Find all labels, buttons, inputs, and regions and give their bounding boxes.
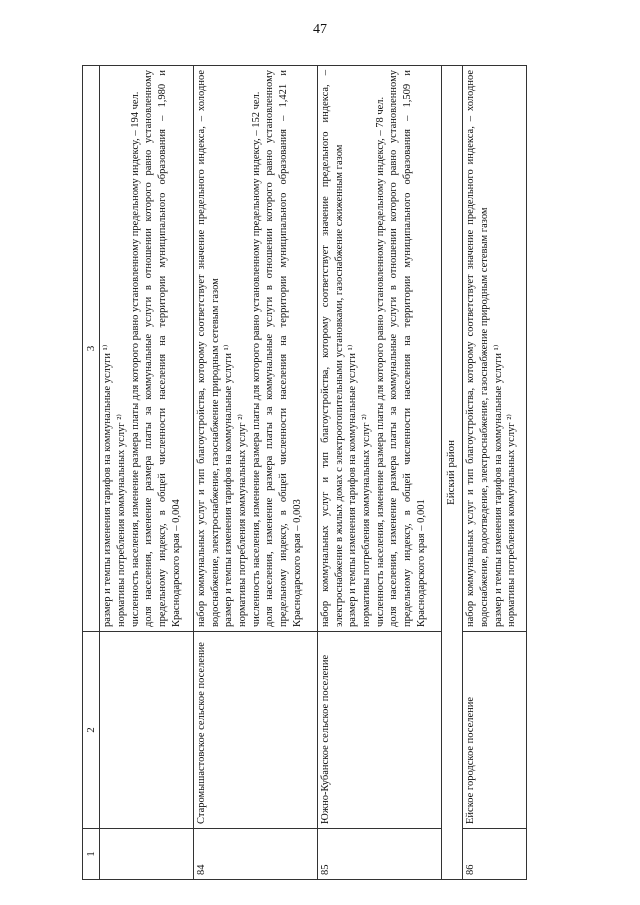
header-col-3: 3 <box>83 66 100 632</box>
data-table <box>82 65 527 880</box>
district-row <box>442 66 463 880</box>
header-col-2: 2 <box>83 632 100 829</box>
table-header-row <box>83 66 100 880</box>
detail-item: численность населения, изменение размера платы для которого равно установленному предельному индексу, – 78 чел. <box>374 96 386 627</box>
settlement-name: Южно-Кубанское сельское поселение <box>318 632 442 829</box>
row-number: 85 <box>318 829 442 880</box>
settlement-name <box>100 632 194 829</box>
detail-item: размер и темпы изменения тарифов на коммунальные услуги ¹⁾ <box>223 344 235 627</box>
detail-item: нормативы потребления коммунальных услуг ²⁾ <box>115 414 127 627</box>
row-details <box>318 66 442 632</box>
row-number <box>100 829 194 880</box>
detail-item: нормативы потребления коммунальных услуг ²⁾ <box>506 414 518 627</box>
detail-item: набор коммунальных услуг и тип благоустройства, которому соответствует значение предельного индекса, – холодное водоснабжение, электроснабжение, газоснабжение природным сетевым газом <box>196 70 221 627</box>
settlement-name: Ейское городское поселение <box>463 632 527 829</box>
detail-item: нормативы потребления коммунальных услуг ²⁾ <box>237 414 249 627</box>
detail-item: численность населения, изменение размера платы для которого равно установленному предельному индексу, – 152 чел. <box>250 91 262 627</box>
detail-item: нормативы потребления коммунальных услуг ²⁾ <box>360 414 372 627</box>
row-details <box>463 66 527 632</box>
detail-item: доля населения, изменение размера платы за коммунальные услуги в отношении которого равно установленному предельному индексу, в общей численности населения на территории муниципального образования – 1,980 и Краснодарского края – 0,004 <box>143 70 182 627</box>
row-number: 84 <box>194 829 318 880</box>
detail-item: доля населения, изменение размера платы за коммунальные услуги в отношении которого равно установленному предельному индексу, в общей численности населения на территории муниципального образования – 1,509 и Краснодарского края – 0,001 <box>388 70 427 627</box>
row-number: 86 <box>463 829 527 880</box>
rotated-table-container <box>82 65 527 880</box>
header-col-1: 1 <box>83 829 100 880</box>
detail-item: набор коммунальных услуг и тип благоустройства, которому соответствует значение предельного индекса, – электроснабжение в жилых домах с электроотопительными установками, газоснабжение сжиженным газом <box>320 70 345 627</box>
settlement-name: Старомышастовское сельское поселение <box>194 632 318 829</box>
row-details <box>194 66 318 632</box>
detail-item: размер и темпы изменения тарифов на коммунальные услуги ¹⁾ <box>102 344 114 627</box>
detail-item: доля населения, изменение размера платы за коммунальные услуги в отношении которого равно установленному предельному индексу, в общей численности населения на территории муниципального образования – 1,421 и Краснодарского края – 0,003 <box>264 70 303 627</box>
detail-item: размер и темпы изменения тарифов на коммунальные услуги ¹⁾ <box>492 344 504 627</box>
page-number: 47 <box>313 22 327 37</box>
detail-item: размер и темпы изменения тарифов на коммунальные услуги ¹⁾ <box>347 344 359 627</box>
detail-item: набор коммунальных услуг и тип благоустройства, которому соответствует значение предельного индекса, – холодное водоснабжение, водоотведение, электроснабжение, газоснабжение природным сетевым газом <box>465 70 490 627</box>
table-row <box>194 66 318 880</box>
row-details <box>100 66 194 632</box>
detail-item: численность населения, изменение размера платы для которого равно установленному предельному индексу, – 194 чел. <box>129 91 141 627</box>
table-row <box>463 66 527 880</box>
table-row <box>318 66 442 880</box>
table-row <box>100 66 194 880</box>
district-name: Ейский район <box>442 66 463 880</box>
